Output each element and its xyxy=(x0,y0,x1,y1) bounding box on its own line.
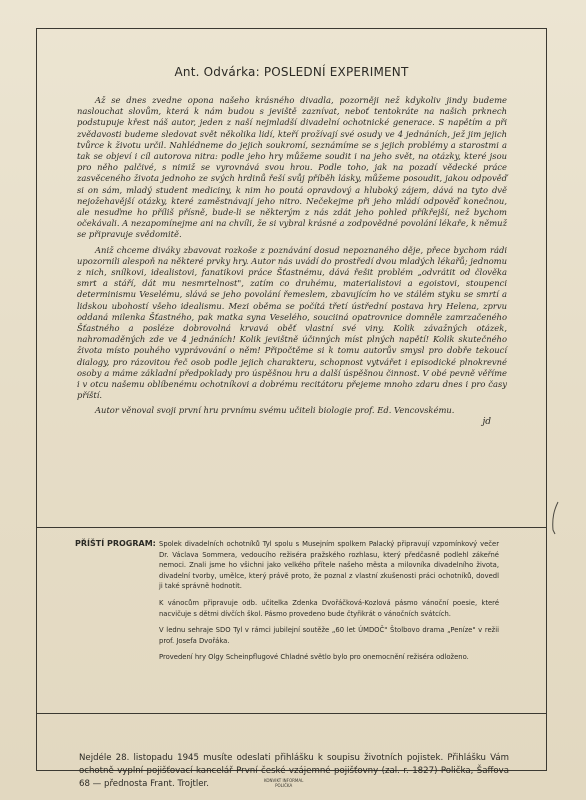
stamp-line-1: KONVIKT INFORMAL xyxy=(264,778,304,783)
article-paragraph-2: Aniž chceme diváky zbavovat rozkoše z poznávání dosud nepoznaného děje, přece bychom rádi upozornili alespoň na některé prvky hry. Autor nás uvádí do prostředí dvou mladých lékařů; jednomu z nich, snílkovi, idealistovi, fanatikovi práce Šťastnému, dává řešit problém „odvrátit od člověka smrt a stáří, dát mu nesmrtelnost", zatím co druhému, materialistovi a egoistovi, stoupenci determinismu Veselému, slává se jeho povolání řemeslem, zbavujícím ho ve stálém styku se smrtí a lidskou ubohostí všeho idealismu. Mezi oběma se počítá třetí ústřední postava hry Helena, zprvu oddaná milenka Šťastného, pak matka syna Veselého, souciiná opatrovnice domněle zamrzačeného Šťastného a posléze dobrovolná krvavá oběť vlastní své viny. Kolik závažných otázek, nahromaděných zde ve 4 jednáních! Kolik jevištně účinných míst plných napětí! Kolik skutečného života místo pouhého vyprávování o něm! Připočtěme si k tomu autorův smysl pro dobře tekoucí dialogy, pro rázovitou řeč osob podle jejich charakteru, schopnost vytvářet i episodické plnokrevné osoby a máme základní předpoklady pro úspěšnou hru a další úspěšnou činnost. V obé pevně věříme i v otcu našemu oblíbenému ochotníkovi a dobrému recitátoru přejeme mnoho zdaru dnes i pro časy příští. xyxy=(77,244,507,401)
title-author: Ant. Odvárka: xyxy=(174,65,260,79)
section-divider xyxy=(37,527,546,528)
program-item: V lednu sehraje SDO Tyl v rámci jubilejní soutěže „60 let ÚMDOČ" Štolbovo drama „Peníze" v režii prof. Josefa Dvořáka. xyxy=(159,626,499,645)
article-body xyxy=(77,95,507,428)
stamp-line-2: POLIČKA xyxy=(275,783,293,788)
article-dedication: Autor věnoval svoji první hru prvnímu svému učiteli biologie prof. Ed. Vencovskému. xyxy=(95,405,455,416)
article-signature: jd xyxy=(482,416,491,427)
program-item: Spolek divadelních ochotníků Tyl spolu s Musejním spolkem Palacký připravují vzpomínkový večer Dr. Václava Sommera, vedoucího režiséra pražského rozhlasu, který předčasně podlehl zákeřné nemoci. Znali jsme ho všichni jako velkého přítele našeho města a milovníka divadelního života, divadelní tvorby, umělce, který právě proto, že poznal z vlastní zkušenosti práci ochotníků, dovedl ji také správně hodnotit. xyxy=(159,540,499,591)
page-title xyxy=(37,65,546,79)
program-label: PŘÍŠTÍ PROGRAM: xyxy=(75,539,156,548)
footer-divider xyxy=(37,713,546,714)
program-item: Provedení hry Olgy Scheinpflugové Chladné světlo bylo pro onemocnění režiséra odloženo. xyxy=(159,653,469,662)
program-item: K vánocům připravuje odb. učitelka Zdenka Dvořáčková-Kozlová pásmo vánoční poesie, které nacvičuje s dětmi dívčích škol. Pásmo provedeno bude čtyřikrát o vánočních svátcích. xyxy=(159,598,499,618)
title-play: POSLEDNÍ EXPERIMENT xyxy=(263,65,409,79)
pencil-mark xyxy=(548,500,562,536)
article-paragraph-1: Až se dnes zvedne opona našeho krásného divadla, pozorněji než kdykoliv jindy budeme naslouchat slovům, která k nám budou s jeviště zaznívat, neboť tentokráte na našich prknech podstupuje křest náš autor, jeden z naší nejmladší divadelní ochotnické generace. S napětím a při zvědavosti budeme sledovat svět několika lidí, kteří prožívají své osudy ve 4 jednáních, jež jim jejich tvůrce k životu určil. Nahlédneme do jejich soukromí, seznámíme se s jejich problémy a starostmi a tak se objeví i cíl autorova nitra: podle jeho hry můžeme soudit i na jeho svět, na otázky, které jsou pro něho palčivé, s nimiž se vyrovnává svou hrou. Podle toho, jak na pozadí vědecké práce zasvěceného života jednoho ze svých hrdinů řeší svůj příběh lásky, můžeme posoudit, jakou odpověď si on sám, mladý student mediciny, k nim ho poutá opravdový a hluboký zájem, dává na tyto dvě nejožehavější otázky, které zaměstnávají jeho nitro. Nečekejme při jeho mládí odpověď konečnou, ale nesuďme ho příliš přísně, bude-li se některým z nás zdát jeho pohled příkřejší, než bychom očekávali. A nezapomínejme ani na chvíli, že si vybral krásné a zodpovědné povolání lékaře, k němuž se připravuje svědomitě. xyxy=(77,95,507,240)
footer-notice: Nejdéle 28. listopadu 1945 musíte odeslati přihlášku k soupisu životních pojistek. Přihlášku Vám ochotně vyplní pojišťovací kancelář První české vzájemné pojišťovny (zal. r. 1827) Polička, Šaffova 68 — přednosta Frant. Trojtler. xyxy=(79,753,509,789)
program-list xyxy=(159,539,499,663)
printer-stamp xyxy=(264,778,303,788)
